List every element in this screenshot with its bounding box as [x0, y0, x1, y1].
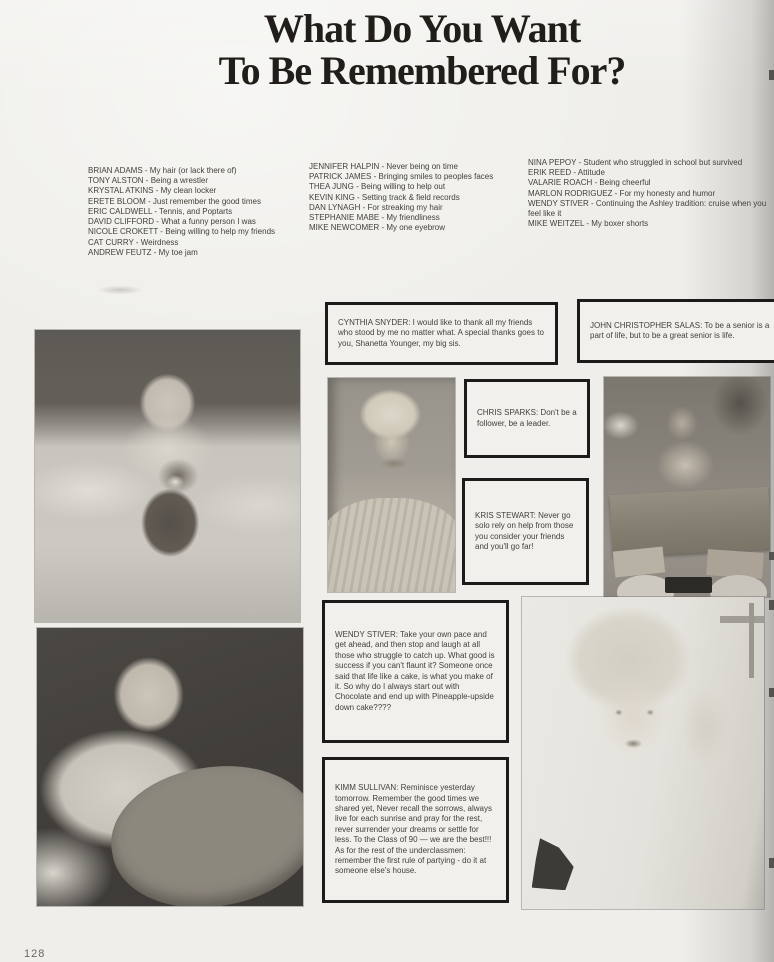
shadow-patch-shape: [532, 838, 574, 890]
page-title-line-1: What Do You Want: [263, 6, 581, 51]
name-entry: STEPHANIE MABE - My friendliness: [309, 213, 440, 223]
photo-baby-with-teddy-bear: [35, 330, 300, 622]
name-entry: JENNIFER HALPIN - Never being on time: [309, 162, 458, 171]
name-entry: ERETE BLOOM - Just remember the good times: [88, 196, 261, 206]
name-entry: PATRICK JAMES - Bringing smiles to peoples faces: [309, 172, 494, 182]
name-entry: DAVID CLIFFORD - What a funny person I was: [88, 217, 256, 227]
scan-edge-mark: [769, 70, 774, 80]
name-entry: NICOLE CROKETT - Being willing to help my friends: [88, 227, 276, 237]
names-column-2: [309, 162, 539, 234]
name-entry: MARLON RODRIGUEZ - For my honesty and humor: [528, 188, 716, 198]
quote-box-wendy-stiver: [322, 600, 509, 743]
quote-box-john-christopher-salas: [577, 299, 774, 363]
page-number: 128: [24, 948, 46, 960]
name-entry: WENDY STIVER - Continuing the Ashley tradition: cruise when you feel like it: [528, 198, 767, 219]
carton-shape: [609, 487, 770, 557]
quote-text: WENDY STIVER: Take your own pace and get ahead, and then stop and laugh at all those who struggle to catch up. What good is success if you can't flaunt it? Someone once said that life like a cake, is what you make of it. So why do I always start out with Chocolate and end up with Pineapple-upside down cake????: [335, 629, 495, 712]
photo-baby-with-pillow: [37, 628, 303, 906]
names-column-1: [88, 166, 306, 258]
name-entry: TONY ALSTON - Being a wrestler: [88, 176, 209, 186]
quote-text: CYNTHIA SNYDER: I would like to thank all my friends who stood by me no matter what. A special thanks goes to you, Shanetta Younger, my big sis.: [338, 317, 544, 348]
quote-text: CHRIS SPARKS: Don't be a follower, be a leader.: [477, 408, 577, 428]
scan-edge-mark: [769, 600, 774, 610]
floral-pillow-shape: [101, 750, 303, 906]
scan-smudge: [92, 282, 162, 298]
quote-text: KRIS STEWART: Never go solo rely on help from those you consider your friends and you'll go far!: [475, 510, 574, 551]
name-entry: VALARIE ROACH - Being cheerful: [528, 178, 651, 188]
scan-edge-mark: [769, 858, 774, 868]
scan-edge-mark: [769, 688, 774, 697]
names-column-3: [528, 158, 770, 230]
photo-child-portrait: [328, 378, 455, 592]
quote-text: KIMM SULLIVAN: Reminisce yesterday tomorrow. Remember the good times we shared yet, Never recall the sorrows, always live for each sunrise and pray for the rest, rever surrender your dreams or settle for less. To the Class of 90 — we are the best!!! As for the rest of the underclassmen: remember the first rule of partying - do it at someone else's house.: [335, 783, 492, 876]
name-entry: ERIC CALDWELL - Tennis, and Poptarts: [88, 206, 233, 216]
name-entry: ANDREW FEUTZ - My toe jam: [88, 247, 198, 257]
window-frame-shape: [720, 616, 764, 623]
quote-text: JOHN CHRISTOPHER SALAS: To be a senior is a part of life, but to be a great senior is life.: [590, 320, 770, 340]
page-title: [0, 8, 774, 92]
name-entry: CAT CURRY - Weirdness: [88, 237, 179, 247]
name-entry: ERIK REED - Attitude: [528, 168, 605, 178]
quote-box-cynthia-snyder: [325, 302, 558, 365]
page-title-line-2: To Be Remembered For?: [218, 48, 626, 93]
striped-shirt-shape: [328, 498, 455, 592]
quote-box-chris-sparks: [464, 379, 590, 458]
carton-label-shape: [665, 577, 711, 592]
name-entry: KRYSTAL ATKINS - My clean locker: [88, 186, 217, 196]
quote-box-kimm-sullivan: [322, 757, 509, 903]
scan-edge-mark: [769, 552, 774, 560]
name-entry: MIKE WEITZEL - My boxer shorts: [528, 219, 649, 229]
photo-toddler-in-carton: [604, 377, 770, 597]
name-entry: DAN LYNAGH - For streaking my hair: [309, 202, 443, 212]
name-entry: THEA JUNG - Being willing to help out: [309, 182, 446, 192]
name-entry: NINA PEPOY - Student who struggled in school but survived: [528, 158, 743, 167]
photo-girl-closeup: [522, 597, 764, 909]
window-frame-shape: [749, 603, 754, 678]
carton-flap-shape: [613, 546, 665, 577]
name-entry: MIKE NEWCOMER - My one eyebrow: [309, 223, 446, 233]
name-entry: KEVIN KING - Setting track & field records: [309, 192, 460, 202]
name-entry: BRIAN ADAMS - My hair (or lack there of): [88, 166, 237, 175]
quote-box-kris-stewart: [462, 478, 589, 585]
